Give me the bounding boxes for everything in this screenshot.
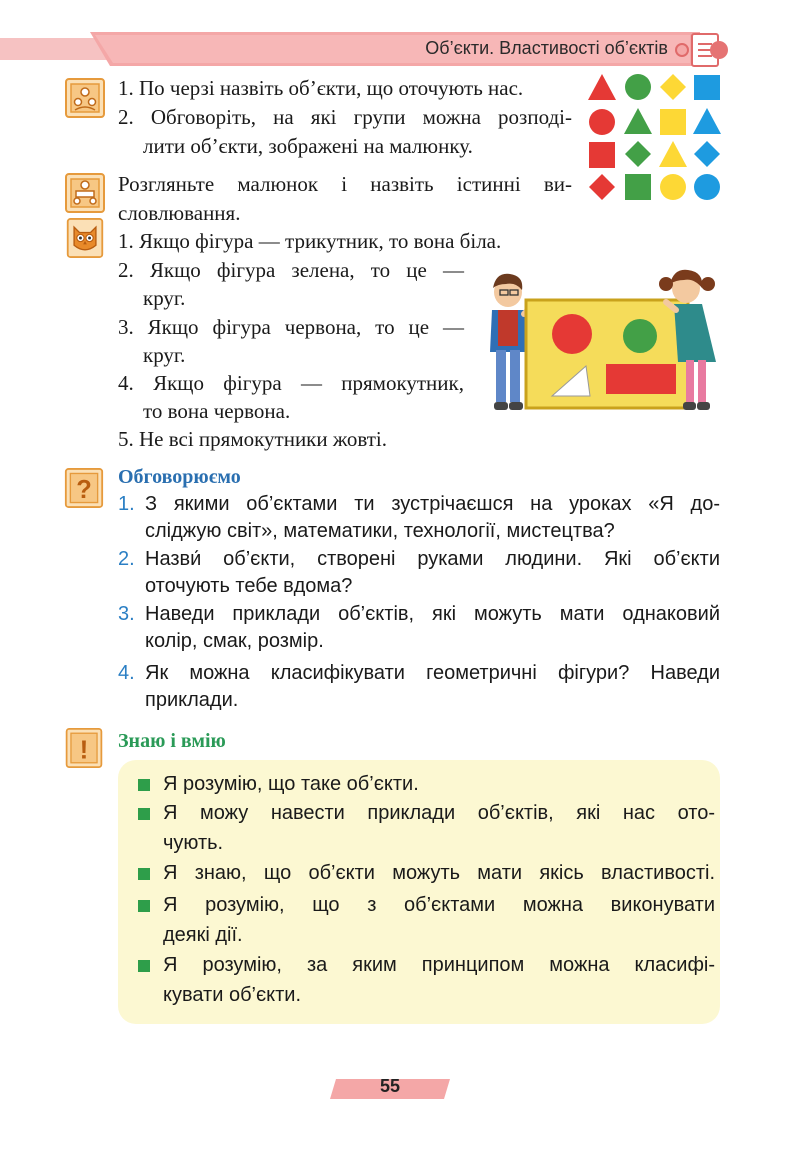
task1-line-2: 2. Обговоріть, на які групи можна розподі- (118, 105, 572, 129)
green-diamond (625, 141, 651, 167)
pair-task-icon (65, 173, 105, 213)
task2-item-3: 3. Якщо фігура червона, то це — (118, 315, 464, 339)
yellow-square (660, 109, 686, 135)
yellow-triangle (659, 141, 687, 167)
blue-diamond (694, 141, 720, 167)
kids-board-illustration (478, 262, 726, 420)
group-task-icon (65, 78, 105, 118)
task2-intro-line-1: Розгляньте малюнок і назвіть істинні ви- (118, 172, 572, 196)
svg-text:!: ! (79, 734, 89, 765)
skill-item-2-line-1: Я можу навести приклади об’єктів, які нас ото- (163, 802, 715, 824)
page-number: 55 (379, 1076, 401, 1096)
header-title: Об’єкти. Властивості об’єктів (425, 38, 668, 58)
task2-item-3-cont: круг. (143, 343, 186, 367)
red-triangle (588, 74, 616, 100)
skill-item-3-line-1: Я знаю, що об’єкти можуть мати якісь властивості. (163, 862, 715, 884)
blue-circle (694, 174, 720, 200)
skills-heading: Знаю і вмію (118, 730, 226, 752)
task2-item-5: 5. Не всі прямокутники жовті. (118, 427, 388, 451)
task2-item-2: 2. Якщо фігура зелена, то це — (118, 258, 464, 282)
discuss-item-2-line-2: оточують тебе вдома? (145, 575, 353, 597)
discuss-item-3-line-1: Наведи приклади об’єктів, які можуть мати однаковий (145, 603, 720, 625)
discuss-item-2-line-1: Назви́ об’єкти, створені руками людини. Які об’єкти (145, 548, 720, 570)
task1-line-1: 1. По черзі назвіть об’єкти, що оточують нас. (118, 76, 524, 100)
skill-item-5-line-1: Я розумію, за яким принципом можна класифі- (163, 954, 715, 976)
skill-item-1-line-1: Я розумію, що таке об’єкти. (163, 773, 419, 795)
svg-text:?: ? (76, 476, 92, 504)
task2-intro-line-2: словлювання. (118, 201, 241, 225)
skill-bullet-2 (138, 808, 150, 820)
green-circle (625, 74, 651, 100)
discuss-item-1-line-2: сліджую світ», математики, технології, мистецтва? (145, 520, 615, 542)
task2-item-4-cont: то вона червона. (143, 399, 291, 423)
red-circle (589, 109, 615, 135)
discuss-item-4-line-2: приклади. (145, 689, 239, 711)
discuss-item-4-line-1: Як можна класифікувати геометричні фігури? Наведи (145, 662, 720, 684)
skill-bullet-5 (138, 960, 150, 972)
skill-bullet-3 (138, 868, 150, 880)
discuss-item-3-line-2: колір, смак, розмір. (145, 630, 324, 652)
discuss-num-3: 3. (118, 603, 135, 625)
skill-item-5-line-2: кувати об’єкти. (163, 984, 302, 1006)
skill-bullet-1 (138, 779, 150, 791)
blue-triangle (693, 108, 721, 134)
green-square (625, 174, 651, 200)
task2-item-4: 4. Якщо фігура — прямокутник, (118, 371, 464, 395)
skill-bullet-4 (138, 900, 150, 912)
green-triangle (624, 108, 652, 134)
skill-item-2-line-2: чують. (163, 832, 224, 854)
task1-line-3: лити об’єкти, зображені на малюнку. (143, 134, 473, 158)
blue-square (694, 75, 720, 100)
yellow-circle (660, 174, 686, 200)
task2-item-2-cont: круг. (143, 286, 186, 310)
red-diamond-2 (589, 174, 615, 200)
yellow-diamond (660, 74, 686, 100)
red-square (589, 142, 615, 168)
shapes-grid (586, 72, 726, 206)
discuss-heading: Обговорюємо (118, 466, 241, 488)
discuss-num-1: 1. (118, 493, 135, 515)
owl-icon (65, 218, 105, 258)
discuss-num-2: 2. (118, 548, 135, 570)
skill-item-4-line-1: Я розумію, що з об’єктами можна виконувати (163, 894, 715, 916)
discuss-num-4: 4. (118, 662, 135, 684)
notebook-icon (670, 30, 730, 70)
skill-item-4-line-2: деякі дії. (163, 924, 243, 946)
page-header (0, 28, 800, 70)
discuss-item-1-line-1: З якими об’єктами ти зустрічаєшся на уроках «Я до- (145, 493, 720, 515)
task2-item-1: 1. Якщо фігура — трикутник, то вона біла. (118, 229, 502, 253)
board-red-circle (552, 314, 592, 354)
exclamation-icon (64, 728, 104, 768)
board-green-circle (623, 319, 657, 353)
board-red-rectangle (606, 364, 676, 394)
question-mark-icon (64, 468, 104, 508)
